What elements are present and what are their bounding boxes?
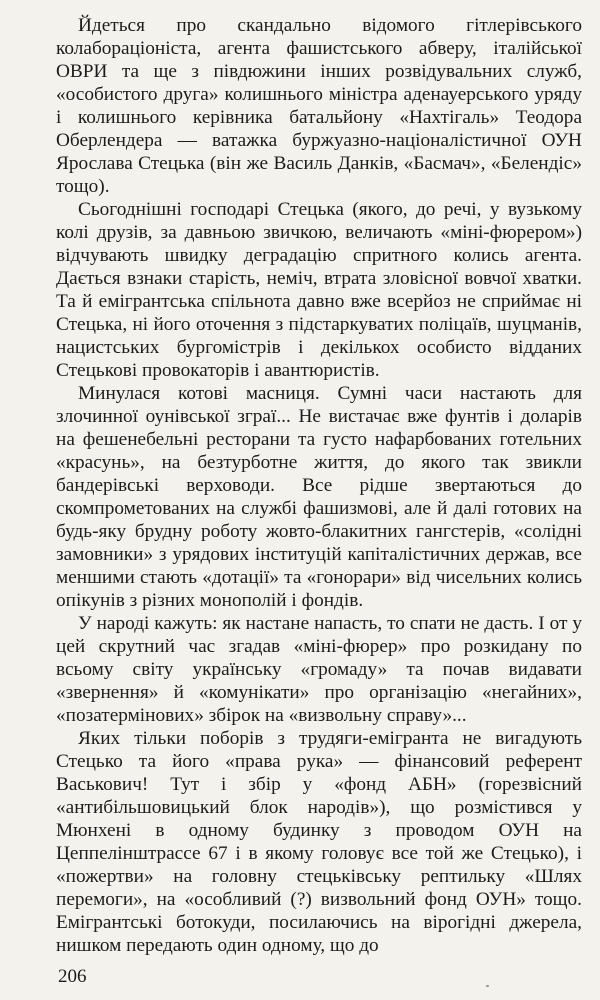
paragraph-2: Сьогоднішні господарі Стецька (якого, до речі, у вузькому колі друзів, за давньою звичкою, величають «міні-фюрером») відчувають швидку деградацію спритного колись агента. Дається взнаки старість, неміч, втрата зловісної вовчої хватки. Та й емігрантська спільнота давно вже всерйоз не сприймає ні Стецька, ні його оточення з підстаркуватих поліцаїв, шуцманів, нацистських бургомістрів і декількох особисто відданих Стецькові провокаторів і авантюристів. [56,199,582,381]
print-speck [486,985,489,987]
paragraph-5: Яких тільки поборів з трудяги-емігранта не вигадують Стецько та його «права рука» — фінансовий референт Васькович! Тут і збір у «фонд АБН» (горезвісний «антибільшовицький блок народів»), що розмістився у Мюнхені в одному будинку з проводом ОУН на Цеппелінштрассе 67 і в якому головує все той же Стецько), і «пожертви» на головну стецьківську рептильку «Шлях перемоги», на «особливий (?) визвольний фонд ОУН» тощо. Емігрантські ботокуди, посилаючись на вірогідні джерела, нишком передають один одному, що до [56,728,582,956]
page-number: 206 [58,966,87,987]
paragraph-1: Йдеться про скандально відомого гітлерівського колабораціоніста, агента фашистського абверу, італійської ОВРИ та ще з півдюжини інших розвідувальних служб, «особистого друга» колишнього міністра аденауерського уряду і колишнього керівника батальйону «Нахтігаль» Теодора Оберлендера — ватажка буржуазно-націоналістичної ОУН Ярослава Стецька (він же Василь Данків, «Басмач», «Белендіс» тощо). [56,15,582,197]
paragraph-4: У народі кажуть: як настане напасть, то спати не дасть. І от у цей скрутний час згадав «міні-фюрер» про розкидану по всьому світу українську «громаду» та почав видавати «звернення» й «комунікати» про організацію «негайних», «позатермінових» збірок на «визвольну справу»... [56,613,582,726]
body-text [56,14,582,957]
paragraph-3: Минулася котові масниця. Сумні часи настають для злочинної оунівської зграї... Не вистачає вже фунтів і доларів на фешенебельні ресторани та густо нафарбованих готельних «красунь», на безтурботне життя, до якого так звикли бандерівські верховоди. Все рідше звертаються до скомпрометованих на службі фашизмові, але й далі готових на будь-яку брудну роботу жовто-блакитних гангстерів, «солідні замовники» з урядових інституцій капіталістичних держав, все меншими стають «дотації» та «гонорари» від чисельних колись опікунів з різних монополій і фондів. [56,383,582,611]
